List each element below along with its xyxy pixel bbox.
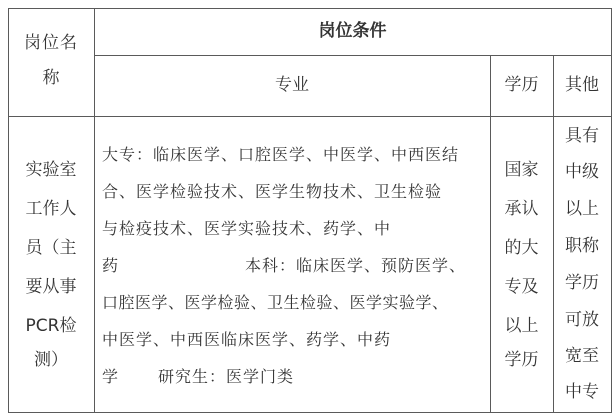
other-line: 职称: [565, 236, 599, 256]
header-major: 专业: [275, 75, 309, 95]
other-line: 具有: [565, 126, 599, 146]
other-line: 宽至: [565, 346, 599, 366]
education-line: 国家: [504, 160, 539, 180]
major-line: 本科：临床医学、预防医学、: [245, 256, 467, 275]
education-line: 的大: [504, 238, 539, 258]
table-border-top: [8, 8, 612, 9]
major-line: 研究生：医学门类: [158, 367, 295, 386]
major-line: 大专：临床医学、口腔医学、中医学、中西医结: [102, 145, 460, 164]
major-line: 与检疫技术、医学实验技术、药学、中: [102, 219, 392, 238]
education-line: 以上: [504, 316, 539, 336]
major-line: 口腔医学、医学检验、卫生检验、医学实验学、: [102, 293, 449, 312]
other-line: 学历: [565, 273, 599, 293]
column-divider-1: [94, 8, 95, 413]
header-divider: [94, 55, 612, 56]
position-line: 测）: [34, 350, 68, 370]
major-line: 中医学、中西医临床医学、药学、中药: [102, 330, 392, 349]
position-line: 工作人: [25, 199, 77, 219]
header-position-name-line2: 称: [42, 68, 60, 88]
position-line: 员（主: [25, 238, 77, 258]
header-other: 其他: [565, 75, 599, 95]
other-line: 中级: [565, 162, 599, 182]
education-line: 学历: [504, 350, 539, 370]
other-line: 以上: [565, 199, 599, 219]
position-line: PCR检: [25, 316, 77, 336]
header-bottom-border: [8, 116, 612, 117]
major-line: 合、医学检验技术、医学生物技术、卫生检验: [102, 182, 443, 201]
header-education: 学历: [504, 75, 539, 95]
education-line: 承认: [504, 199, 539, 219]
header-position-name-line1: 岗位名: [24, 33, 78, 53]
other-line: 可放: [565, 310, 599, 330]
position-line: 要从事: [25, 277, 77, 297]
other-line: 中专: [565, 382, 599, 402]
major-line: 学: [102, 367, 119, 386]
position-line: 实验室: [25, 160, 77, 180]
major-line: 药: [102, 256, 119, 275]
table-border-bottom: [8, 412, 612, 413]
header-conditions-title: 岗位条件: [318, 21, 387, 41]
education-line: 专及: [504, 277, 539, 297]
table-border-right: [611, 8, 612, 413]
